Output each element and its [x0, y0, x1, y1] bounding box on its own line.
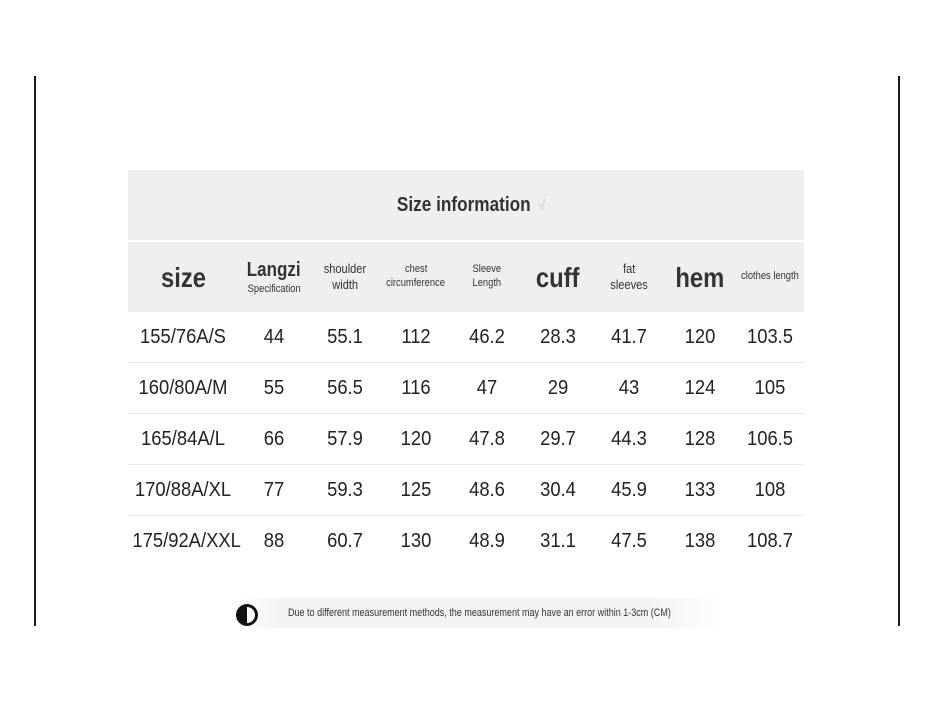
header-hem: hem [675, 261, 725, 293]
cell-fat-sleeves: 41.7 [611, 325, 647, 348]
header-chest: chest circumference [386, 263, 446, 289]
cell-sleeve: 47.8 [469, 427, 505, 450]
cell-chest: 112 [401, 325, 431, 348]
header-size: size [160, 261, 206, 293]
cell-size: 165/84A/L [141, 427, 225, 450]
cell-shoulder: 56.5 [327, 376, 363, 399]
cell-shoulder: 55.1 [327, 325, 363, 348]
header-cuff: cuff [536, 261, 580, 293]
cell-fat-sleeves: 44.3 [611, 427, 647, 450]
cell-sleeve: 46.2 [469, 325, 505, 348]
table-row [128, 312, 804, 363]
cell-clothes-length: 108 [754, 478, 786, 501]
cell-fat-sleeves: 43 [618, 376, 640, 399]
title-mark: √ [538, 197, 546, 213]
note-text: Due to different measurement methods, the measurement may have an error within 1-3cm (CM) [288, 607, 671, 619]
table-title: Size information [397, 193, 532, 216]
half-circle-icon [236, 602, 258, 624]
cell-hem: 133 [684, 478, 716, 501]
cell-sleeve: 48.6 [469, 478, 505, 501]
cell-clothes-length: 106.5 [746, 427, 794, 450]
cell-langzi: 88 [263, 529, 285, 552]
left-border-line [34, 76, 36, 626]
cell-shoulder: 59.3 [327, 478, 363, 501]
table-row [128, 414, 804, 465]
cell-hem: 138 [684, 529, 716, 552]
cell-sleeve: 47 [476, 376, 498, 399]
cell-size: 175/92A/XXL [132, 529, 241, 552]
cell-cuff: 29 [547, 376, 569, 399]
table-title-band [128, 170, 804, 242]
header-clothes-length: clothes length [741, 270, 799, 283]
cell-fat-sleeves: 47.5 [611, 529, 647, 552]
measurement-note [234, 598, 724, 628]
cell-fat-sleeves: 45.9 [611, 478, 647, 501]
cell-langzi: 44 [263, 325, 285, 348]
cell-clothes-length: 108.7 [746, 529, 794, 552]
cell-hem: 128 [684, 427, 716, 450]
cell-size: 155/76A/S [140, 325, 226, 348]
cell-cuff: 28.3 [540, 325, 576, 348]
size-table [128, 170, 804, 566]
cell-chest: 130 [400, 529, 432, 552]
cell-hem: 120 [684, 325, 716, 348]
table-row [128, 516, 804, 566]
header-shoulder: shoulder width [323, 260, 367, 292]
cell-size: 160/80A/M [138, 376, 228, 399]
cell-shoulder: 60.7 [327, 529, 363, 552]
table-row [128, 465, 804, 516]
cell-langzi: 66 [263, 427, 285, 450]
table-body [128, 312, 804, 566]
cell-clothes-length: 105 [754, 376, 786, 399]
cell-sleeve: 48.9 [469, 529, 505, 552]
cell-langzi: 77 [263, 478, 285, 501]
table-row [128, 363, 804, 414]
cell-cuff: 29.7 [540, 427, 576, 450]
cell-langzi: 55 [263, 376, 285, 399]
header-sleeve: Sleeve Length [472, 263, 502, 289]
cell-chest: 125 [400, 478, 432, 501]
header-langzi: Langzi Specification [247, 258, 301, 295]
cell-clothes-length: 103.5 [746, 325, 794, 348]
header-row [128, 242, 804, 312]
cell-chest: 120 [400, 427, 432, 450]
cell-chest: 116 [401, 376, 431, 399]
right-border-line [898, 76, 900, 626]
cell-hem: 124 [684, 376, 716, 399]
cell-size: 170/88A/XL [134, 478, 232, 501]
cell-cuff: 30.4 [540, 478, 576, 501]
header-fat-sleeves: fat sleeves [610, 260, 648, 292]
cell-shoulder: 57.9 [327, 427, 363, 450]
cell-cuff: 31.1 [540, 529, 576, 552]
